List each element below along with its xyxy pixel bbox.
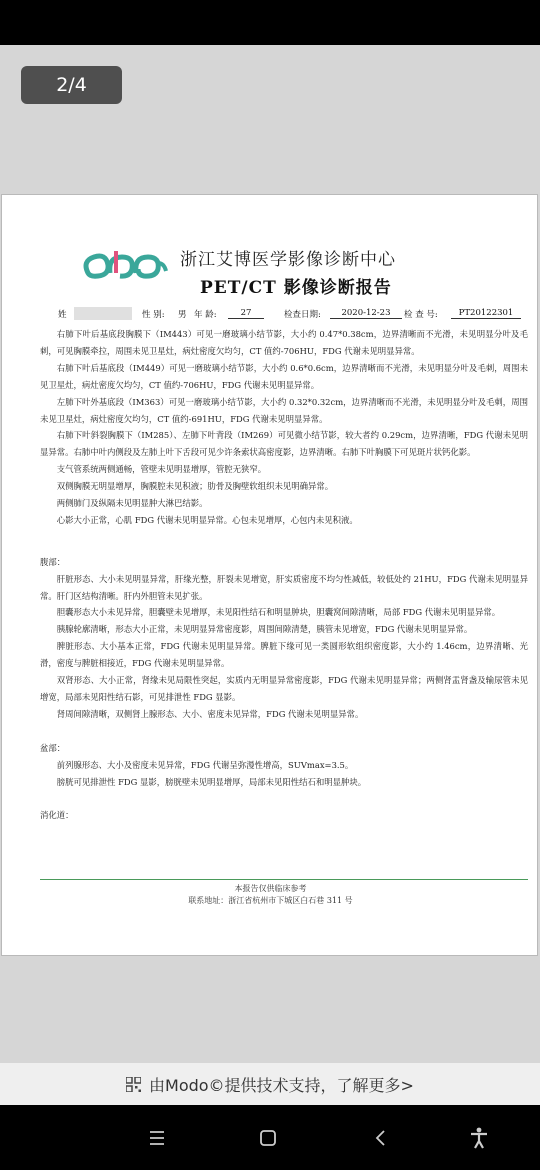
abdomen-heading: 腹部： xyxy=(40,556,66,567)
sex-value: 男 xyxy=(178,310,187,320)
finding-paragraph: 两侧肺门及纵隔未见明显肿大淋巴结影。 xyxy=(56,498,208,509)
finding-paragraph: 心影大小正常，心肌 FDG 代谢未见明显异常。心包未见增厚，心包内未见积液。 xyxy=(56,514,358,525)
digestive-heading: 消化道： xyxy=(40,810,74,821)
org-name: 浙江艾博医学影像诊断中心 xyxy=(180,250,396,270)
finding-paragraph: 双侧胸膜无明显增厚，胸膜腔未见积液；肋骨及胸壁软组织未见明确异常。 xyxy=(56,481,334,492)
finding-paragraph: 肾周间隙清晰，双侧肾上腺形态、大小、密度未见异常，FDG 代谢未见明显异常。 xyxy=(56,708,364,719)
footer-divider xyxy=(40,879,528,880)
name-label: 姓 xyxy=(58,310,67,320)
finding-paragraph: 右肺下叶斜裂胸膜下（IM285）、左肺下叶背段（IM269）可见微小结节影，较大者约 0.29cm，边界清晰，FDG 代谢未见明显异常。右肺中叶内侧段及左肺上叶下舌段可见少许条索状高密度影，边界清晰。右肺下叶胸膜下可见斑片状钙化影。 xyxy=(40,430,528,458)
finding-paragraph: 胰腺轮廓清晰，形态大小正常，未见明显异常密度影，周围间隙清楚，胰管未见增宽，FDG 代谢未见明显异常。 xyxy=(56,624,473,635)
clinic-logo-icon xyxy=(78,243,170,283)
finding-paragraph: 双肾形态、大小正常，肾缘未见局限性突起，实质内无明显异常密度影，FDG 代谢未见明显异常；两侧肾盂肾盏及输尿管未见增宽，局部未见阳性结石影，可见排泄性 FDG 显影。 xyxy=(40,675,528,703)
id-label: 检 查 号: xyxy=(404,310,438,320)
abdomen-section xyxy=(40,571,528,723)
report-body xyxy=(40,326,528,824)
footer-address: 联系地址：浙江省杭州市下城区白石巷 311 号 xyxy=(188,896,353,905)
age-label: 年 龄: xyxy=(194,310,217,320)
menu-icon[interactable] xyxy=(142,1123,172,1153)
home-icon[interactable] xyxy=(253,1123,283,1153)
chest-section xyxy=(40,326,528,529)
finding-paragraph: 右肺下叶后基底段（IM449）可见一磨玻璃小结节影，大小约 0.6*0.6cm，边界清晰而不光滑，未见明显分叶及毛刺，周围未见卫星灶，病灶密度欠均匀，CT 值约-706HU，FDG 代谢未见明显异常。 xyxy=(40,362,528,390)
finding-paragraph: 右肺下叶后基底段胸膜下（IM443）可见一磨玻璃小结节影，大小约 0.47*0.38cm，边界清晰而不光滑，未见明显分叶及毛刺，可见胸膜牵拉，周围未见卫星灶，病灶密度欠均匀，CT 值约-706HU，FDG 代谢未见明显异常。 xyxy=(40,329,528,356)
modo-banner[interactable] xyxy=(0,1063,540,1105)
accessibility-icon[interactable] xyxy=(464,1123,494,1153)
finding-paragraph: 支气管系统两侧通畅，管壁未见明显增厚，管腔无狭窄。 xyxy=(56,464,267,475)
banner-text: 由Modo©提供技术支持，了解更多> xyxy=(149,1075,414,1095)
sex-label: 性 别: xyxy=(142,310,165,320)
report-page xyxy=(1,194,538,956)
redacted-name xyxy=(74,307,132,320)
finding-paragraph: 左肺下叶外基底段（IM363）可见一磨玻璃小结节影，大小约 0.32*0.32cm，边界清晰而不光滑，未见明显分叶及毛刺，周围未见卫星灶，病灶密度欠均匀，CT 值约-691HU，FDG 代谢未见明显异常。 xyxy=(40,396,528,424)
status-bar xyxy=(0,0,540,45)
pelvis-heading: 盆部： xyxy=(40,742,66,753)
date-label: 检查日期: xyxy=(284,310,321,320)
finding-paragraph: 前列腺形态、大小及密度未见异常，FDG 代谢呈弥漫性增高，SUVmax=3.5。 xyxy=(56,759,354,770)
back-icon[interactable] xyxy=(366,1123,396,1153)
finding-paragraph: 膀胱可见排泄性 FDG 显影，膀胱壁未见明显增厚，局部未见阳性结石和明显肿块。 xyxy=(56,776,367,787)
footer-note: 本报告仅供临床参考 xyxy=(234,884,307,893)
date-value: 2020-12-23 xyxy=(330,308,402,319)
id-value: PT20122301 xyxy=(451,308,521,319)
navigation-bar xyxy=(0,1105,540,1170)
patient-info-row xyxy=(58,308,528,322)
pelvis-section xyxy=(40,757,528,791)
finding-paragraph: 脾脏形态、大小基本正常，FDG 代谢未见明显异常。脾脏下缘可见一类圆形软组织密度影，大小约 1.46cm，边界清晰、光滑，密度与脾脏相接近，FDG 代谢未见明显异常。 xyxy=(40,641,528,669)
age-value: 27 xyxy=(228,308,264,319)
page-indicator: 2/4 xyxy=(21,66,122,104)
qr-code-icon xyxy=(126,1077,141,1092)
finding-paragraph: 肝脏形态、大小未见明显异常，肝缘光整，肝裂未见增宽，肝实质密度不均匀性减低，较低处约 21HU，FDG 代谢未见明显异常。肝门区结构清晰。肝内外胆管未见扩张。 xyxy=(40,573,528,601)
finding-paragraph: 胆囊形态大小未见异常，胆囊壁未见增厚，未见阳性结石和明显肿块，胆囊窝间隙清晰，局部 FDG 代谢未见明显异常。 xyxy=(56,607,501,618)
report-title: PET/CT 影像诊断报告 xyxy=(200,278,392,298)
